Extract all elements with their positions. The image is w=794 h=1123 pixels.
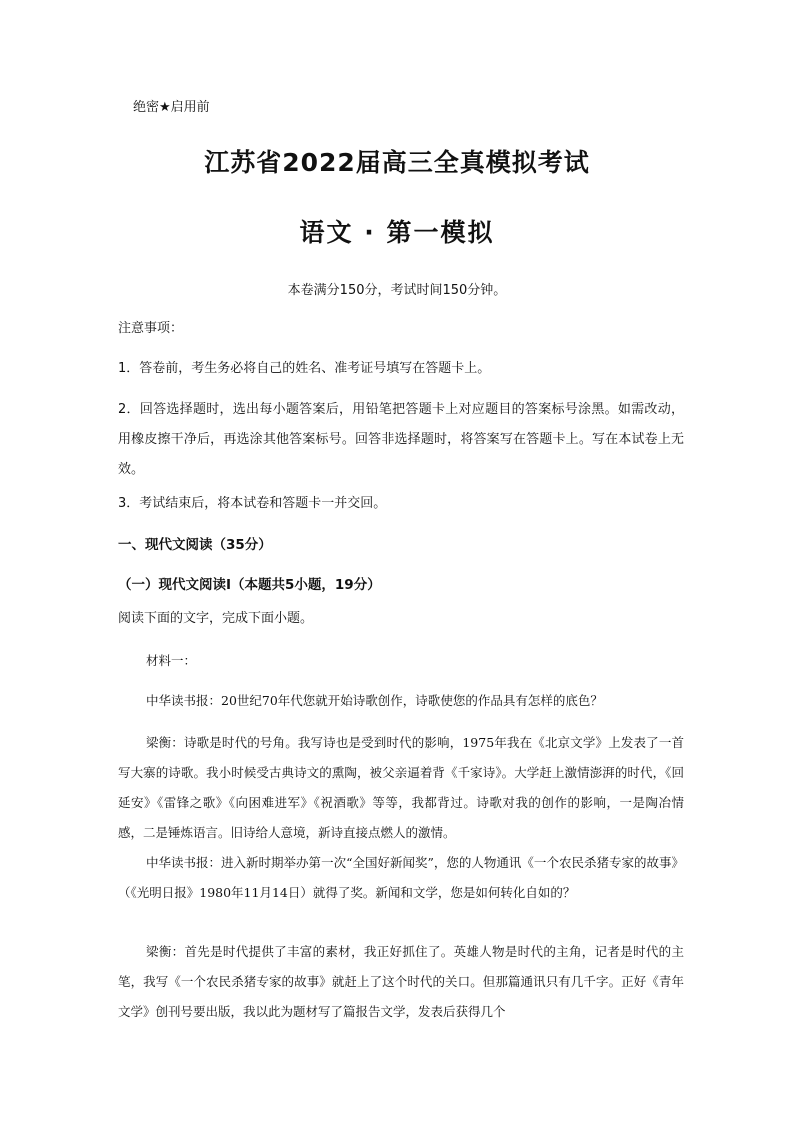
material-paragraph: 梁衡：首先是时代提供了丰富的素材，我正好抓住了。英雄人物是时代的主角，记者是时代的主笔，我写《一个农民杀猪专家的故事》就赶上了这个时代的关口。但那篇通讯只有几千字。正好《青年文学》创刊号要出版，我以此为题材写了篇报告文学，发表后获得几个 [118, 944, 684, 1019]
instructions-heading: 注意事项： [118, 321, 184, 336]
exam-title: 江苏省2022届高三全真模拟考试 [204, 148, 590, 177]
section-subheading: （一）现代文阅读Ⅰ（本题共5小题，19分） [118, 577, 381, 593]
instruction-item-2: 2．回答选择题时，选出每小题答案后，用铅笔把答题卡上对应题目的答案标号涂黑。如需改动，用橡皮擦干净后，再选涂其他答案标号。回答非选择题时，将答案写在答题卡上。写在本试卷上无效。 [118, 402, 684, 477]
material-paragraph: 中华读书报：进入新时期举办第一次“全国好新闻奖”，您的人物通讯《一个农民杀猪专家的故事》（《光明日报》1980年11月14日）就得了奖。新闻和文学，您是如何转化自如的？ [118, 855, 684, 900]
material-paragraph: 梁衡：诗歌是时代的号角。我写诗也是受到时代的影响，1975年我在《北京文学》上发表了一首写大寨的诗歌。我小时候受古典诗文的熏陶，被父亲逼着背《千家诗》。大学赶上激情澎湃的时代，《回延安》《雷锋之歌》《向困难进军》《祝酒歌》等等，我都背过。诗歌对我的创作的影响，一是陶冶情感，二是锤炼语言。旧诗给人意境，新诗直接点燃人的激情。 [118, 735, 684, 840]
instruction-item-1: 1．答卷前，考生务必将自己的姓名、准考证号填写在答题卡上。 [118, 361, 491, 376]
secret-label: 绝密★启用前 [133, 100, 210, 115]
material-label: 材料一： [146, 653, 197, 668]
exam-note: 本卷满分150分，考试时间150分钟。 [287, 283, 507, 298]
section-directions: 阅读下面的文字，完成下面小题。 [118, 611, 314, 626]
instruction-item-3: 3．考试结束后，将本试卷和答题卡一并交回。 [118, 496, 387, 511]
section-heading: 一、现代文阅读（35分） [118, 537, 272, 553]
material-paragraph: 中华读书报：20世纪70年代您就开始诗歌创作，诗歌使您的作品具有怎样的底色？ [146, 693, 603, 708]
exam-subtitle: 语文 · 第一模拟 [299, 218, 495, 247]
